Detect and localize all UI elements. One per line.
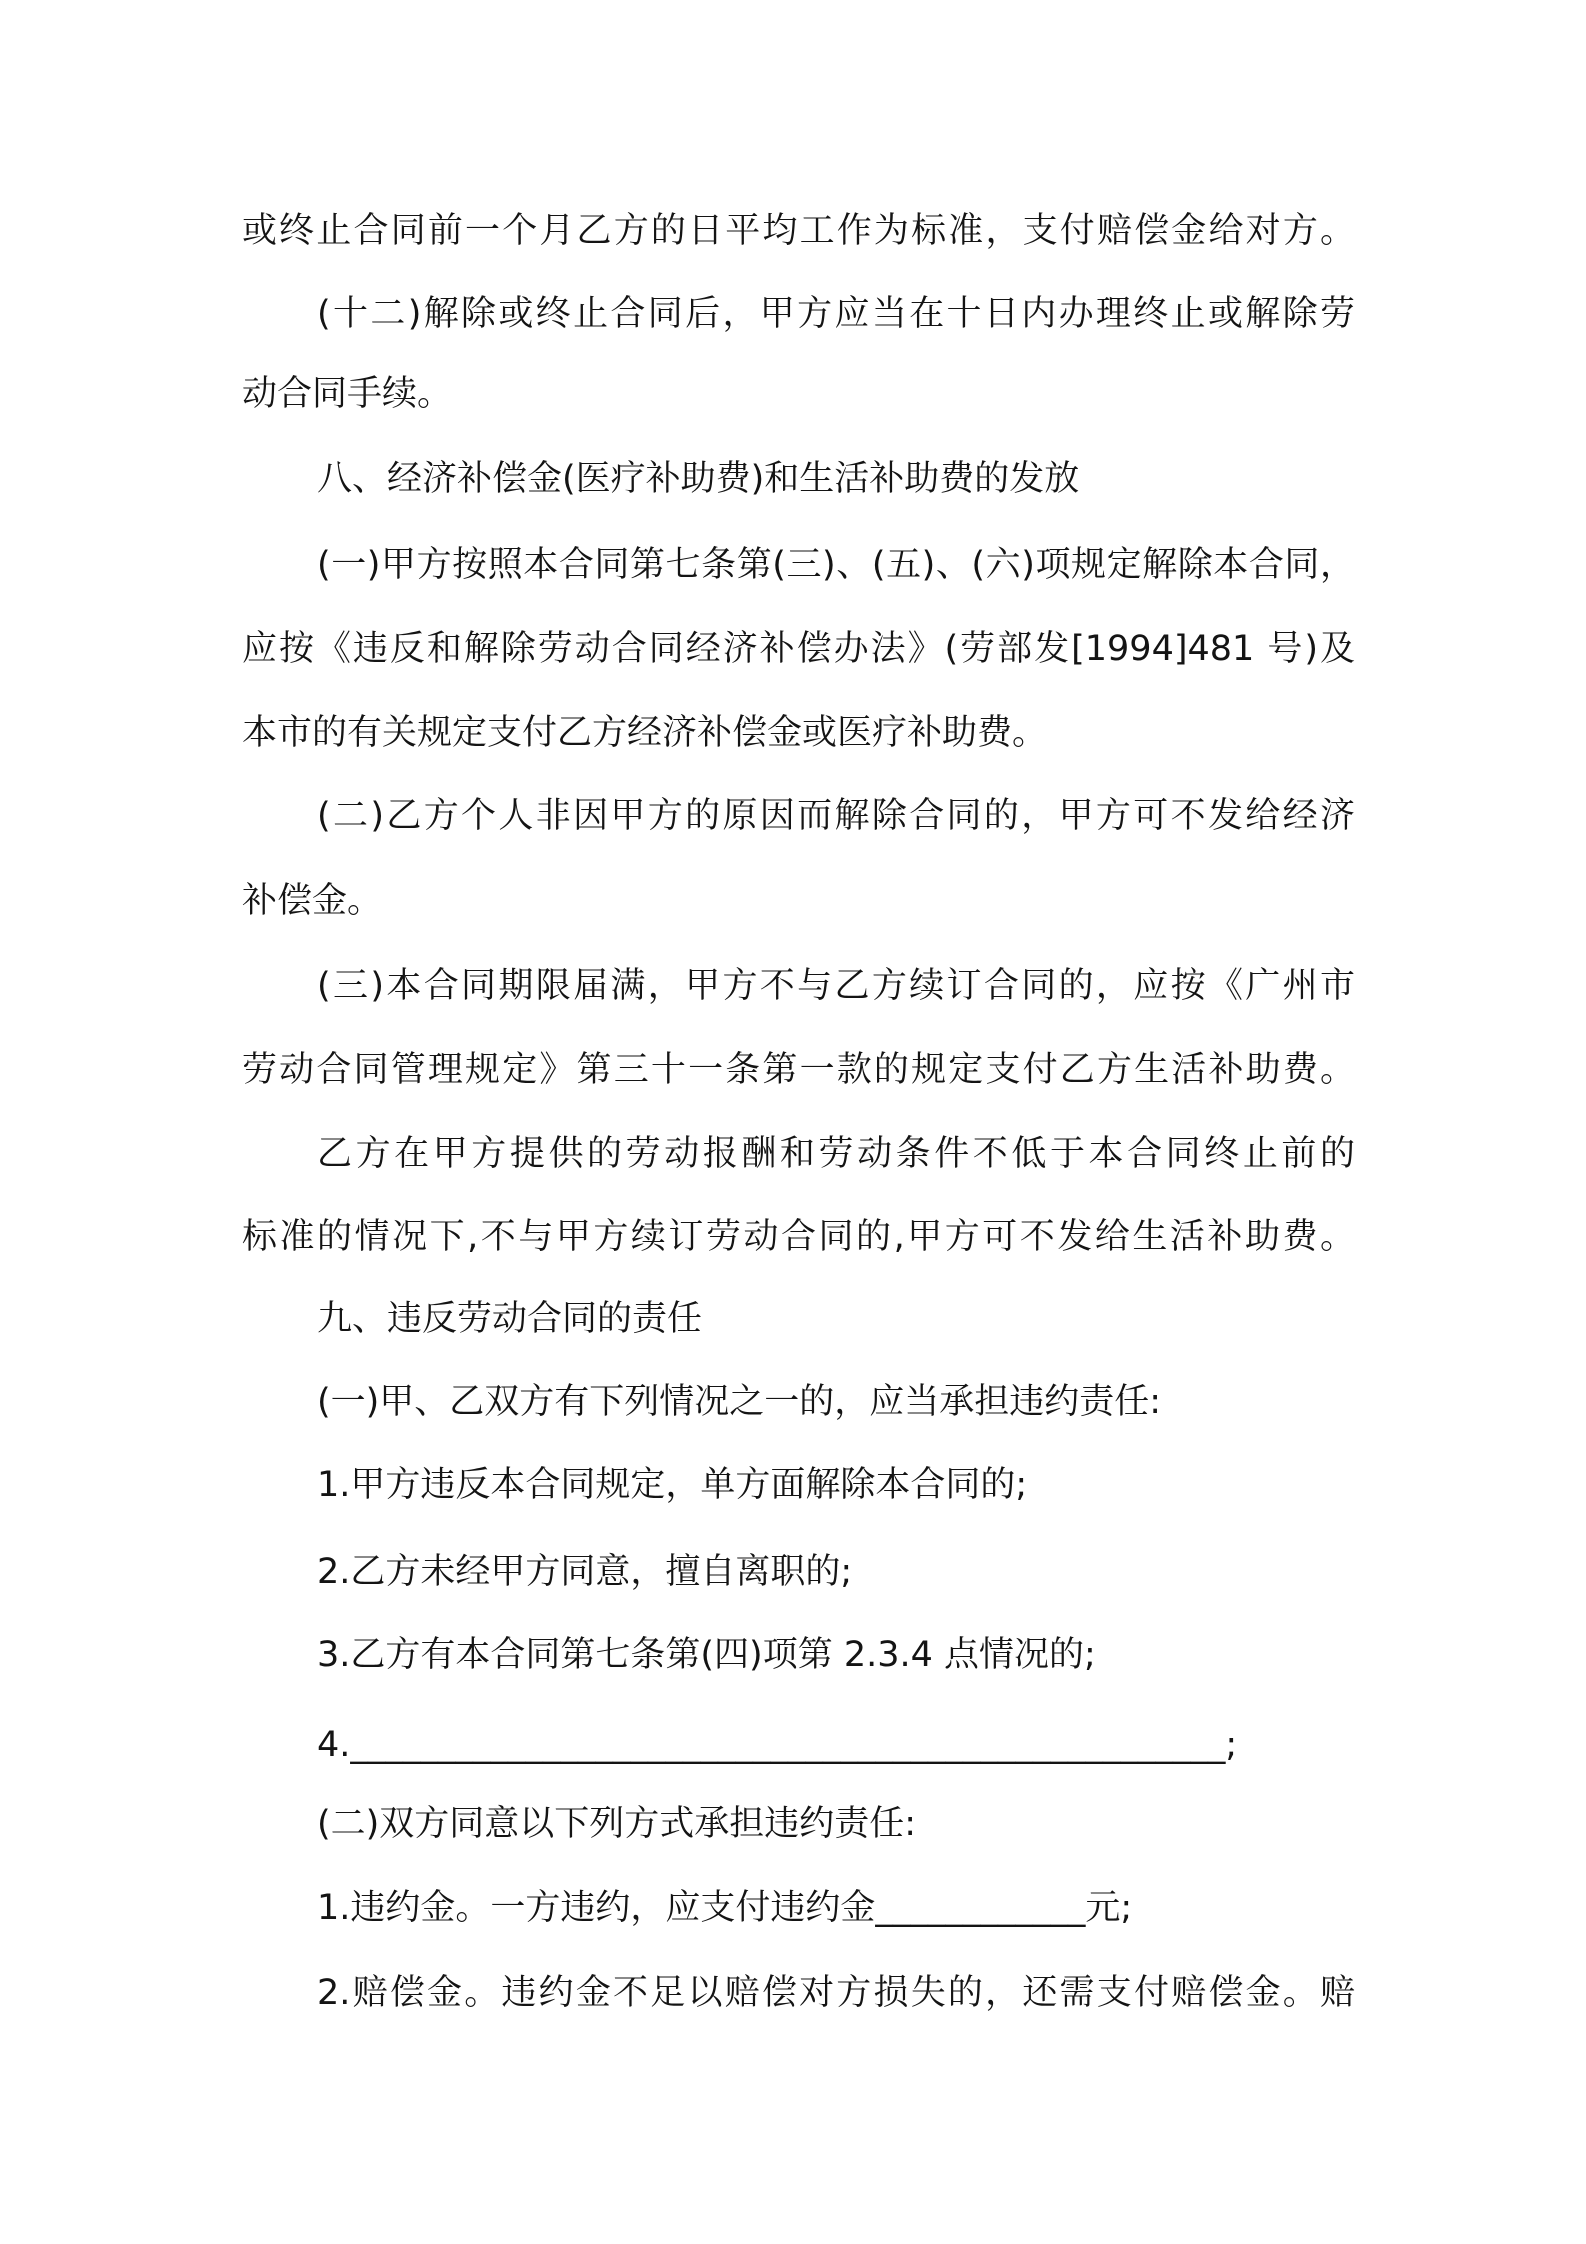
list-item-blank: 4.__________________________________________________; — [317, 1725, 1238, 1765]
list-item: 1.甲方违反本合同规定，单方面解除本合同的; — [317, 1465, 1028, 1505]
clause-line: (一)甲方按照本合同第七条第(三)、(五)、(六)项规定解除本合同， — [317, 545, 1355, 585]
clause-line: (一)甲、乙双方有下列情况之一的，应当承担违约责任: — [317, 1382, 1162, 1422]
paragraph-line: 补偿金。 — [242, 881, 383, 921]
clause-line: (二)双方同意以下列方式承担违约责任: — [317, 1804, 917, 1844]
paragraph-line: 应按《违反和解除劳动合同经济补偿办法》(劳部发[1994]481 号)及 — [242, 629, 1355, 669]
paragraph-line: 乙方在甲方提供的劳动报酬和劳动条件不低于本合同终止前的 — [317, 1134, 1355, 1174]
list-item: 2.乙方未经甲方同意，擅自离职的; — [317, 1552, 853, 1592]
list-item: 2.赔偿金。违约金不足以赔偿对方损失的，还需支付赔偿金。赔 — [317, 1973, 1355, 2013]
clause-line: (三)本合同期限届满，甲方不与乙方续订合同的，应按《广州市 — [317, 966, 1355, 1006]
paragraph-line: 劳动合同管理规定》第三十一条第一款的规定支付乙方生活补助费。 — [242, 1050, 1355, 1090]
paragraph-line: 或终止合同前一个月乙方的日平均工作为标准，支付赔偿金给对方。 — [242, 211, 1355, 251]
list-item: 1.违约金。一方违约，应支付违约金____________元; — [317, 1888, 1133, 1928]
paragraph-line: 标准的情况下,不与甲方续订劳动合同的,甲方可不发给生活补助费。 — [242, 1217, 1355, 1257]
clause-line: (二)乙方个人非因甲方的原因而解除合同的，甲方可不发给经济 — [317, 796, 1355, 836]
paragraph-line: 动合同手续。 — [242, 374, 453, 414]
section-heading: 九、违反劳动合同的责任 — [317, 1299, 703, 1339]
section-heading: 八、经济补偿金(医疗补助费)和生活补助费的发放 — [317, 459, 1080, 499]
list-item: 3.乙方有本合同第七条第(四)项第 2.3.4 点情况的; — [317, 1635, 1096, 1675]
paragraph-line: 本市的有关规定支付乙方经济补偿金或医疗补助费。 — [242, 713, 1048, 753]
clause-line: (十二)解除或终止合同后，甲方应当在十日内办理终止或解除劳 — [317, 294, 1355, 334]
